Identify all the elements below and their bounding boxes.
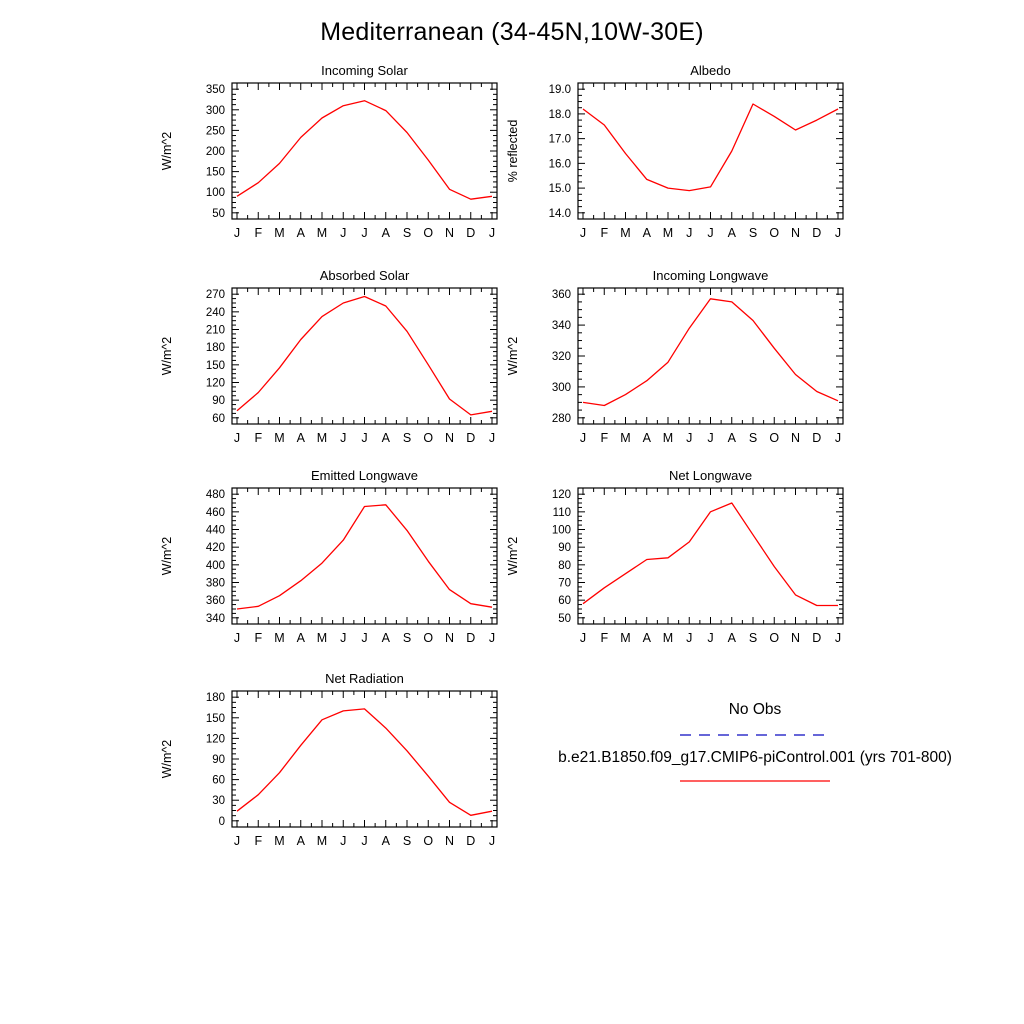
svg-text:S: S <box>748 631 758 645</box>
svg-text:J: J <box>707 431 714 445</box>
chart-canvas <box>157 688 507 860</box>
svg-text:180: 180 <box>205 692 225 705</box>
svg-text:D: D <box>812 431 822 445</box>
chart-canvas <box>503 485 853 657</box>
svg-text:D: D <box>466 431 476 445</box>
svg-text:J: J <box>488 226 496 240</box>
svg-text:J: J <box>233 834 241 848</box>
chart-canvas <box>503 285 853 457</box>
svg-text:F: F <box>600 226 609 240</box>
svg-text:S: S <box>402 226 412 240</box>
svg-text:M: M <box>274 631 285 645</box>
svg-text:M: M <box>274 226 285 240</box>
svg-text:90: 90 <box>558 542 571 555</box>
svg-text:J: J <box>340 631 347 645</box>
svg-text:A: A <box>727 631 736 645</box>
legend-model-label: b.e21.B1850.f09_g17.CMIP6-piControl.001 (yrs 701-800) <box>558 749 952 766</box>
svg-text:300: 300 <box>205 104 225 117</box>
plot-net-longwave <box>503 485 853 657</box>
svg-text:F: F <box>600 631 609 645</box>
svg-text:M: M <box>662 631 674 645</box>
chart-incoming-longwave <box>503 267 853 457</box>
svg-text:D: D <box>812 631 822 645</box>
svg-text:150: 150 <box>205 712 225 725</box>
legend-obs-dash-line <box>680 732 830 738</box>
svg-text:M: M <box>620 631 631 645</box>
svg-text:A: A <box>381 631 390 645</box>
chart-title-albedo: Albedo <box>690 63 731 78</box>
svg-text:F: F <box>254 834 263 848</box>
svg-text:250: 250 <box>205 125 225 138</box>
svg-text:A: A <box>296 631 305 645</box>
svg-text:M: M <box>662 431 674 445</box>
svg-text:S: S <box>748 226 758 240</box>
plot-absorbed-solar <box>157 285 507 457</box>
chart-absorbed-solar <box>157 267 507 457</box>
svg-text:J: J <box>686 431 693 445</box>
svg-text:J: J <box>488 431 496 445</box>
chart-title-absorbed-solar: Absorbed Solar <box>319 268 410 283</box>
svg-text:M: M <box>620 226 631 240</box>
svg-text:J: J <box>361 631 368 645</box>
svg-text:150: 150 <box>205 359 225 372</box>
svg-text:100: 100 <box>551 524 571 537</box>
svg-text:N: N <box>790 431 801 445</box>
svg-text:J: J <box>834 631 842 645</box>
svg-text:N: N <box>790 631 801 645</box>
svg-text:420: 420 <box>205 542 225 555</box>
svg-text:350: 350 <box>205 84 225 97</box>
svg-text:M: M <box>274 834 285 848</box>
legend-model-solid-line <box>680 778 830 784</box>
svg-text:240: 240 <box>205 306 225 319</box>
svg-text:O: O <box>423 226 434 240</box>
svg-text:J: J <box>361 431 368 445</box>
svg-text:90: 90 <box>212 754 225 766</box>
svg-text:A: A <box>642 431 651 445</box>
svg-text:D: D <box>812 226 822 240</box>
svg-text:J: J <box>579 431 587 445</box>
svg-text:J: J <box>686 631 693 645</box>
chart-canvas <box>157 485 507 657</box>
svg-text:14.0: 14.0 <box>548 207 571 220</box>
svg-text:O: O <box>423 631 434 645</box>
svg-text:F: F <box>254 226 263 240</box>
svg-text:80: 80 <box>558 559 571 572</box>
svg-text:O: O <box>769 631 780 645</box>
svg-text:A: A <box>642 631 651 645</box>
svg-text:60: 60 <box>558 595 571 608</box>
svg-text:30: 30 <box>212 795 225 808</box>
svg-text:S: S <box>402 431 412 445</box>
svg-text:18.0: 18.0 <box>548 108 571 121</box>
svg-text:380: 380 <box>205 577 225 590</box>
chart-canvas <box>503 80 853 252</box>
svg-text:N: N <box>444 431 455 445</box>
svg-text:A: A <box>381 431 390 445</box>
svg-text:440: 440 <box>205 524 225 537</box>
svg-text:70: 70 <box>558 577 571 590</box>
svg-text:0: 0 <box>218 815 225 828</box>
plot-albedo <box>503 80 853 252</box>
svg-text:J: J <box>233 631 241 645</box>
page-title: Mediterranean (34-45N,10W-30E) <box>320 18 704 46</box>
svg-text:W/m^2: W/m^2 <box>506 336 520 376</box>
svg-text:N: N <box>444 834 455 848</box>
svg-text:J: J <box>233 431 241 445</box>
svg-text:400: 400 <box>205 559 225 572</box>
svg-text:360: 360 <box>205 595 225 608</box>
svg-text:F: F <box>254 631 263 645</box>
svg-text:J: J <box>233 226 241 240</box>
svg-text:A: A <box>727 431 736 445</box>
svg-text:120: 120 <box>205 377 225 390</box>
svg-text:210: 210 <box>205 324 225 337</box>
svg-text:J: J <box>579 226 587 240</box>
chart-title-net-longwave: Net Longwave <box>668 468 753 483</box>
svg-text:320: 320 <box>551 351 571 363</box>
svg-text:J: J <box>340 431 347 445</box>
svg-text:M: M <box>316 226 328 240</box>
svg-text:300: 300 <box>551 381 571 394</box>
svg-text:A: A <box>296 834 305 848</box>
svg-text:A: A <box>381 834 390 848</box>
chart-albedo <box>503 62 853 252</box>
svg-text:J: J <box>488 834 496 848</box>
svg-text:W/m^2: W/m^2 <box>160 336 174 376</box>
svg-text:200: 200 <box>205 146 225 158</box>
svg-text:180: 180 <box>205 342 225 355</box>
svg-text:280: 280 <box>551 412 571 425</box>
svg-text:50: 50 <box>212 207 225 220</box>
svg-text:J: J <box>686 226 693 240</box>
svg-text:O: O <box>423 431 434 445</box>
chart-canvas <box>157 285 507 457</box>
svg-text:60: 60 <box>212 412 225 425</box>
svg-text:O: O <box>769 431 780 445</box>
svg-text:340: 340 <box>205 612 225 625</box>
svg-text:480: 480 <box>205 489 225 502</box>
svg-text:A: A <box>296 226 305 240</box>
plot-incoming-solar <box>157 80 507 252</box>
svg-text:J: J <box>707 226 714 240</box>
svg-text:J: J <box>340 226 347 240</box>
svg-text:% reflected: % reflected <box>506 119 520 183</box>
svg-text:D: D <box>466 834 476 848</box>
svg-text:A: A <box>642 226 651 240</box>
svg-text:N: N <box>444 226 455 240</box>
svg-text:W/m^2: W/m^2 <box>160 739 174 779</box>
plot-net-radiation <box>157 688 507 860</box>
svg-text:460: 460 <box>205 506 225 519</box>
svg-text:N: N <box>444 631 455 645</box>
chart-net-longwave <box>503 467 853 657</box>
svg-text:17.0: 17.0 <box>548 133 571 146</box>
plot-emitted-longwave <box>157 485 507 657</box>
svg-text:J: J <box>834 226 842 240</box>
legend-no-obs-label: No Obs <box>728 701 782 718</box>
svg-text:D: D <box>466 226 476 240</box>
svg-text:270: 270 <box>205 289 225 302</box>
svg-text:60: 60 <box>212 774 225 787</box>
chart-title-incoming-solar: Incoming Solar <box>321 63 408 78</box>
svg-text:A: A <box>296 431 305 445</box>
svg-text:110: 110 <box>552 506 571 519</box>
svg-text:J: J <box>834 431 842 445</box>
svg-text:A: A <box>727 226 736 240</box>
svg-text:M: M <box>662 226 674 240</box>
svg-text:J: J <box>488 631 496 645</box>
svg-text:W/m^2: W/m^2 <box>160 536 174 576</box>
svg-text:15.0: 15.0 <box>548 183 571 196</box>
svg-text:150: 150 <box>205 166 225 179</box>
svg-text:W/m^2: W/m^2 <box>506 536 520 576</box>
svg-text:N: N <box>790 226 801 240</box>
svg-text:S: S <box>748 431 758 445</box>
svg-text:M: M <box>316 631 328 645</box>
svg-text:F: F <box>600 431 609 445</box>
svg-text:D: D <box>466 631 476 645</box>
svg-text:J: J <box>361 226 368 240</box>
chart-canvas <box>157 80 507 252</box>
chart-net-radiation <box>157 670 507 860</box>
chart-title-net-radiation: Net Radiation <box>325 671 404 686</box>
svg-text:M: M <box>316 431 328 445</box>
svg-text:340: 340 <box>551 320 571 333</box>
svg-text:19.0: 19.0 <box>548 84 571 97</box>
legend <box>505 700 1005 784</box>
svg-text:F: F <box>254 431 263 445</box>
svg-text:120: 120 <box>205 733 225 746</box>
svg-text:M: M <box>620 431 631 445</box>
svg-text:120: 120 <box>551 489 571 502</box>
svg-text:50: 50 <box>558 612 571 625</box>
svg-text:O: O <box>423 834 434 848</box>
svg-text:M: M <box>274 431 285 445</box>
svg-text:A: A <box>381 226 390 240</box>
plot-incoming-longwave <box>503 285 853 457</box>
svg-text:M: M <box>316 834 328 848</box>
svg-text:J: J <box>361 834 368 848</box>
svg-text:360: 360 <box>551 289 571 302</box>
svg-text:S: S <box>402 834 412 848</box>
svg-text:100: 100 <box>205 187 225 200</box>
svg-text:O: O <box>769 226 780 240</box>
chart-emitted-longwave <box>157 467 507 657</box>
svg-text:J: J <box>340 834 347 848</box>
svg-text:W/m^2: W/m^2 <box>160 131 174 171</box>
svg-text:S: S <box>402 631 412 645</box>
chart-title-emitted-longwave: Emitted Longwave <box>311 468 418 483</box>
svg-text:J: J <box>707 631 714 645</box>
chart-title-incoming-longwave: Incoming Longwave <box>652 268 769 283</box>
svg-text:16.0: 16.0 <box>548 158 571 171</box>
svg-text:J: J <box>579 631 587 645</box>
svg-text:90: 90 <box>212 395 225 408</box>
chart-incoming-solar <box>157 62 507 252</box>
